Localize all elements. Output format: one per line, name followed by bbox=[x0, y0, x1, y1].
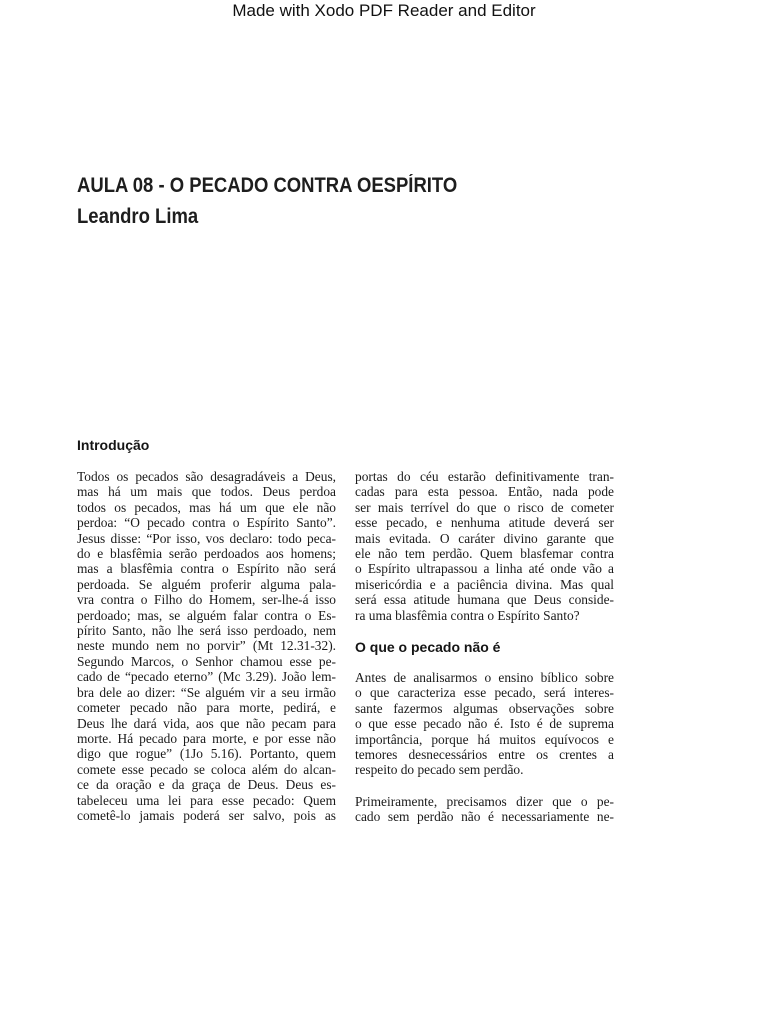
text-line: neste mundo nem no porvir” (Mt 12.31-32). bbox=[77, 638, 336, 654]
text-line: o Espírito ultrapassou a linha até onde vão a bbox=[355, 561, 614, 577]
text-line: ser mais terrível do que o risco de cometer bbox=[355, 499, 614, 515]
text-line: todos os pecados, mas há um que ele não bbox=[77, 499, 336, 515]
text-line: digo que rogue” (1Jo 5.16). Portanto, quem bbox=[77, 746, 336, 762]
text-line: misericórdia e a paciência divina. Mas qual bbox=[355, 576, 614, 592]
text-line: Segundo Marcos, o Senhor chamou esse pe- bbox=[77, 653, 336, 669]
text-line: o que caracteriza esse pecado, será interes- bbox=[355, 685, 614, 701]
author-name: Leandro Lima bbox=[77, 205, 199, 228]
text-line: Deus lhe dará vida, aos que não pecam para bbox=[77, 715, 336, 731]
text-line: morte. Há pecado para morte, e por esse não bbox=[77, 730, 336, 746]
text-line: mas a blasfêmia contra o Espírito não será bbox=[77, 561, 336, 577]
text-line: Primeiramente, precisamos dizer que o pe- bbox=[355, 794, 614, 809]
text-line: ce da oração e da graça de Deus. Deus es- bbox=[77, 777, 336, 793]
text-line: ele não tem perdão. Quem blasfemar contra bbox=[355, 546, 614, 562]
text-line: cadas para esta pessoa. Então, nada pode bbox=[355, 484, 614, 500]
text-line: perdoado; mas, se alguém falar contra o Es- bbox=[77, 607, 336, 623]
text-line: Jesus disse: “Por isso, vos declaro: todo peca- bbox=[77, 530, 336, 546]
text-line: importância, porque há muitos equívocos e bbox=[355, 731, 614, 747]
xodo-watermark-banner: Made with Xodo PDF Reader and Editor bbox=[232, 1, 536, 20]
text-line: cometer pecado não para morte, pedirá, e bbox=[77, 700, 336, 716]
text-line: Todos os pecados são desagradáveis a Deus, bbox=[77, 469, 336, 484]
text-line: bra dele ao dizer: “Se alguém vir a seu irmão bbox=[77, 684, 336, 700]
text-line: perdoa: “O pecado contra o Espírito Santo”. bbox=[77, 515, 336, 531]
text-line: será essa atitude humana que Deus conside- bbox=[355, 592, 614, 608]
text-line: tabeleceu uma lei para esse pecado: Quem bbox=[77, 792, 336, 808]
text-line: sante fazermos algumas observações sobre bbox=[355, 700, 614, 716]
text-line: mais evitada. O caráter divino garante que bbox=[355, 530, 614, 546]
text-line: cometê-lo jamais poderá ser salvo, pois as bbox=[77, 807, 336, 823]
text-line: esse pecado, e nenhuma atitude deverá ser bbox=[355, 515, 614, 531]
text-line: cado de “pecado eterno” (Mc 3.29). João lem- bbox=[77, 669, 336, 685]
section2-paragraph-2 bbox=[355, 794, 614, 825]
text-line: o que esse pecado não é. Isto é de suprema bbox=[355, 716, 614, 732]
text-line: do e blasfêmia serão perdoados aos homens; bbox=[77, 546, 336, 562]
text-line: ra uma blasfêmia contra o Espírito Santo? bbox=[355, 607, 580, 623]
text-line: respeito do pecado sem perdão. bbox=[355, 762, 524, 778]
text-line: perdoada. Se alguém proferir alguma pala- bbox=[77, 576, 336, 592]
section-heading-introducao: Introdução bbox=[77, 437, 150, 453]
intro-paragraph-left-column bbox=[77, 469, 336, 823]
section2-paragraph-1 bbox=[355, 670, 614, 778]
text-line: mas há um mais que todos. Deus perdoa bbox=[77, 484, 336, 500]
text-line: cado sem perdão não é necessariamente ne- bbox=[355, 809, 614, 825]
text-line: temores desnecessários entre os crentes a bbox=[355, 747, 614, 763]
intro-paragraph-right-column bbox=[355, 469, 614, 623]
text-line: vra contra o Filho do Homem, ser-lhe-á isso bbox=[77, 592, 336, 608]
text-line: Antes de analisarmos o ensino bíblico sobre bbox=[355, 670, 614, 685]
text-line: comete esse pecado se coloca além do alcan- bbox=[77, 761, 336, 777]
text-line: pírito Santo, não lhe será isso perdoado, nem bbox=[77, 623, 336, 639]
section-heading-o-que-o-pecado-nao-e: O que o pecado não é bbox=[355, 639, 501, 655]
text-line: portas do céu estarão definitivamente tran- bbox=[355, 469, 614, 484]
lesson-title: AULA 08 - O PECADO CONTRA OESPÍRITO bbox=[77, 174, 458, 197]
